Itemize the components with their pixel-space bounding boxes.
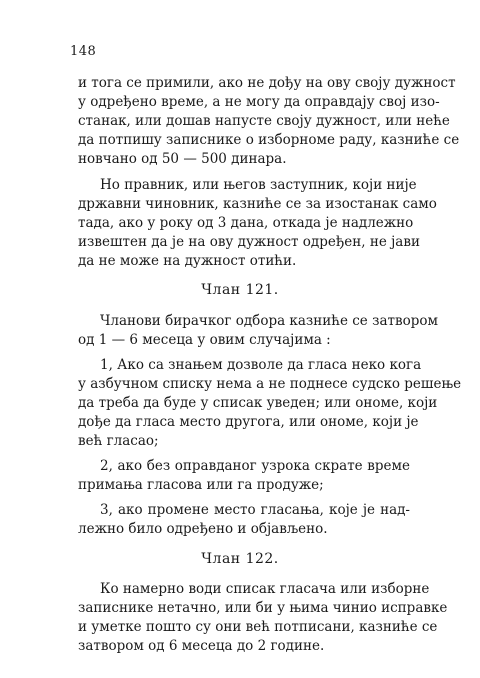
text-line: и уметке пошто су они већ потписани, казниће се bbox=[78, 619, 438, 635]
text-line: да не може на дужност отићи. bbox=[78, 253, 297, 269]
text-line: да потпишу записнике о изборноме раду, казниће се bbox=[78, 132, 460, 148]
text-line: дође да гласа место другога, или ономе, који је bbox=[78, 414, 419, 430]
text-line: Ко намерно води списак гласача или изборне bbox=[100, 581, 430, 597]
text-line: лежно било одређено и објављено. bbox=[78, 521, 328, 537]
text-line: државни чиновник, казниће се за изостанак само bbox=[78, 196, 437, 212]
text-line: новчано од 50 — 500 динара. bbox=[78, 151, 287, 167]
text-line: записнике нетачно, или би у њима чинио исправке bbox=[78, 600, 448, 616]
text-line: примања гласова или га продуже; bbox=[78, 477, 324, 493]
text-line: тада, ако у року од 3 дана, откада је надлежно bbox=[78, 215, 414, 231]
text-line: од 1 — 6 месеца у овим случајима : bbox=[78, 332, 331, 348]
text-line: затвором од 6 месеца до 2 године. bbox=[78, 638, 325, 654]
text-line: у одређено време, а не могу да оправдају свој изо- bbox=[78, 94, 440, 110]
page-number: 148 bbox=[70, 44, 97, 59]
text-line: већ гласао; bbox=[78, 433, 159, 449]
article-heading: Члан 122. bbox=[201, 551, 279, 567]
text-line: Чланови бирачког одбора казниће се затвором bbox=[100, 313, 438, 329]
text-line: станак, или дошав напусте своју дужност, или неће bbox=[78, 113, 450, 129]
text-line: у азбучном списку нема а не поднесе судско решење bbox=[78, 376, 462, 392]
text-line: извештен да је на ову дужност одређен, не јави bbox=[78, 234, 420, 250]
text-line: да треба да буде у списак уведен; или ономе, који bbox=[78, 395, 438, 411]
text-line: 2, ако без оправданог узрока скрате време bbox=[100, 458, 410, 474]
text-line: 1, Ако са знањем дозволе да гласа неко кога bbox=[100, 357, 422, 373]
article-heading: Члан 121. bbox=[201, 282, 279, 298]
text-line: 3, ако промене место гласања, које је над- bbox=[100, 502, 410, 518]
text-line: Но правник, или његов заступник, који није bbox=[100, 177, 417, 193]
text-line: и тога се примили, ако не дођу на ову своју дужност bbox=[78, 75, 456, 91]
